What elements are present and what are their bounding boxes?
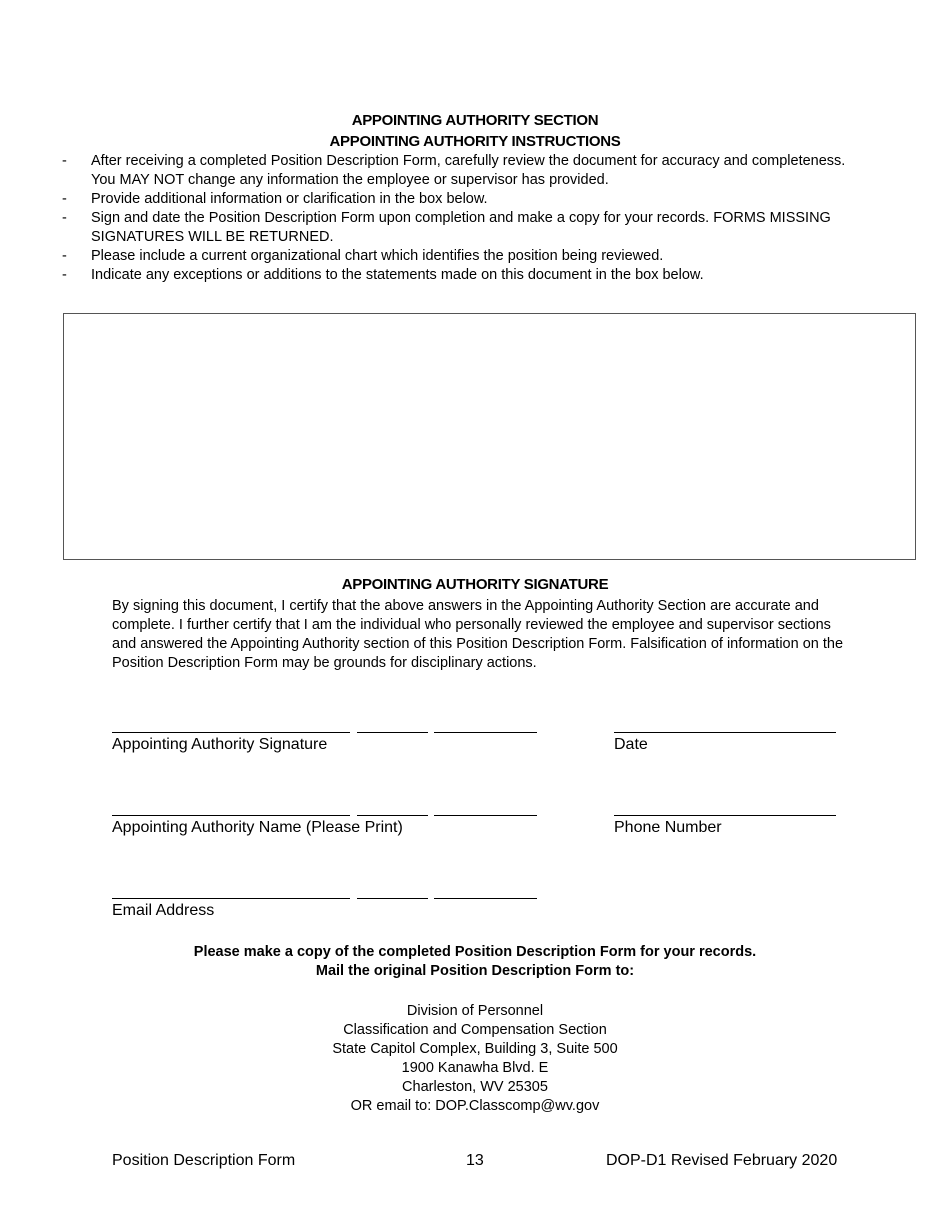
signature-title: APPOINTING AUTHORITY SIGNATURE	[341, 576, 609, 593]
instruction-bullet: -	[62, 267, 67, 283]
address-line: Division of Personnel	[406, 1003, 544, 1019]
address-line: OR email to: DOP.Classcomp@wv.gov	[350, 1098, 600, 1114]
date-label: Date	[614, 736, 648, 753]
address-line: State Capitol Complex, Building 3, Suite 500	[332, 1041, 618, 1057]
name-line[interactable]	[112, 815, 350, 816]
signature-label: Appointing Authority Signature	[112, 736, 328, 753]
instruction-text: Provide additional information or clarification in the box below.	[91, 191, 488, 207]
email-line-segment[interactable]	[434, 898, 537, 899]
address-line: Classification and Compensation Section	[343, 1022, 607, 1038]
footer-page-number: 13	[466, 1152, 484, 1169]
signature-line-segment[interactable]	[434, 732, 537, 733]
signature-line-segment[interactable]	[357, 732, 428, 733]
instructions-list	[62, 152, 862, 285]
comments-box[interactable]	[63, 313, 916, 560]
instruction-bullet: -	[62, 210, 67, 226]
instruction-text: Sign and date the Position Description Form upon completion and make a copy for your records. FORMS MISSING SIGNATURES WILL BE RETURNED.	[91, 210, 831, 245]
date-line[interactable]	[614, 732, 836, 733]
address-line: 1900 Kanawha Blvd. E	[401, 1060, 549, 1076]
certification-text: By signing this document, I certify that the above answers in the Appointing Authority Section are accurate and complete. I further certify that I am the individual who personally reviewed the employee and supervisor sections and answered the Appointing Authority section of this Position Description Form. Falsification of information on the Position Description Form may be grounds for disciplinary actions.	[112, 598, 844, 671]
instruction-item	[62, 209, 862, 247]
instruction-item	[62, 247, 862, 266]
instruction-text: After receiving a completed Position Description Form, carefully review the document for accuracy and completeness. You MAY NOT change any information the employee or supervisor has provided.	[91, 153, 846, 188]
instruction-item	[62, 266, 862, 285]
phone-line[interactable]	[614, 815, 836, 816]
instruction-bullet: -	[62, 191, 67, 207]
instruction-item	[62, 190, 862, 209]
email-line[interactable]	[112, 898, 350, 899]
instruction-text: Indicate any exceptions or additions to the statements made on this document in the box below.	[91, 267, 704, 283]
name-line-segment[interactable]	[434, 815, 537, 816]
instructions-title: APPOINTING AUTHORITY INSTRUCTIONS	[329, 133, 621, 150]
email-label: Email Address	[112, 902, 215, 919]
footer-form-name: Position Description Form	[112, 1152, 296, 1169]
name-line-segment[interactable]	[357, 815, 428, 816]
mailing-address	[0, 1002, 950, 1116]
instruction-bullet: -	[62, 248, 67, 264]
instruction-item	[62, 152, 862, 190]
footer-revision: DOP-D1 Revised February 2020	[606, 1152, 838, 1169]
signature-line[interactable]	[112, 732, 350, 733]
instruction-bullet: -	[62, 153, 67, 169]
address-line: Charleston, WV 25305	[402, 1079, 548, 1095]
name-label: Appointing Authority Name (Please Print)	[112, 819, 403, 836]
instruction-text: Please include a current organizational chart which identifies the position being reviewed.	[91, 248, 664, 264]
mail-note: Mail the original Position Description Form to:	[315, 963, 635, 979]
phone-label: Phone Number	[614, 819, 722, 836]
email-line-segment[interactable]	[357, 898, 428, 899]
section-title: APPOINTING AUTHORITY SECTION	[351, 112, 599, 129]
copy-note: Please make a copy of the completed Position Description Form for your records.	[193, 944, 757, 960]
